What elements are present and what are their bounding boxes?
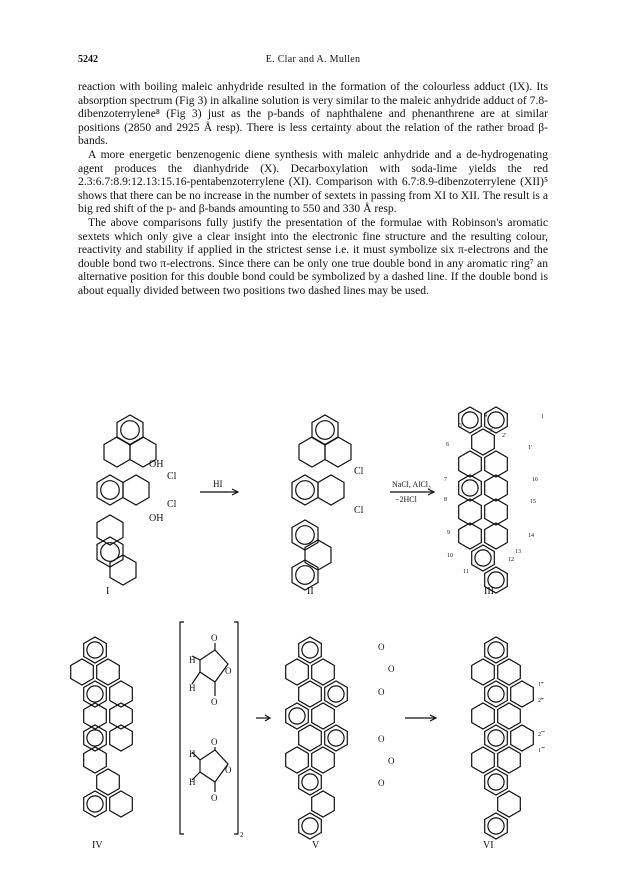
V-ring-11-hexagon: [312, 747, 335, 773]
III-ring-8-hexagon: [459, 499, 482, 525]
VI-ring-5-hexagon: [511, 681, 534, 707]
locant-16: 16: [532, 477, 538, 483]
v-o-6: O: [378, 778, 385, 788]
anhydride-ring-2: [200, 750, 228, 782]
v-o-5: O: [388, 756, 395, 766]
locant-9: 9: [447, 530, 450, 536]
VI-ring-1-sextet-circle: [488, 642, 504, 658]
II-ring-center-hexagon: [318, 475, 344, 505]
locant-4: 4: [484, 413, 487, 419]
II-ring-mid-sextet-circle: [296, 481, 315, 500]
VI-ring-6-hexagon: [472, 703, 495, 729]
III-ring-2-sextet-circle: [488, 412, 504, 428]
VI-ring-4-sextet-circle: [488, 686, 504, 702]
locant-2-prime: 2': [502, 433, 507, 439]
IV-ring-3-hexagon: [97, 659, 120, 685]
locant-14: 14: [528, 533, 534, 539]
II-ring-top-sextet-circle: [316, 421, 335, 440]
VI-ring-10-hexagon: [472, 747, 495, 773]
substituent-cl-2: Cl: [167, 499, 177, 510]
III-ring-7-hexagon: [485, 475, 508, 501]
IV-ring-8-sextet-circle: [87, 730, 103, 746]
V-ring-3-hexagon: [312, 659, 335, 685]
anhydride2-h1: H: [189, 749, 196, 759]
V-ring-7-hexagon: [312, 703, 335, 729]
reagent-minus-2hcl: −2HCl: [395, 495, 417, 504]
v-o-4: O: [378, 734, 385, 744]
V-ring-9-sextet-circle: [328, 730, 344, 746]
anhydride1-o-top: O: [211, 633, 218, 643]
III-ring-4-hexagon: [459, 451, 482, 477]
V-ring-10-hexagon: [286, 747, 309, 773]
locant-6: 6: [446, 442, 449, 448]
anhydride2-o-bottom: O: [211, 793, 218, 803]
V-ring-4-hexagon: [299, 681, 322, 707]
locant-13: 13: [515, 549, 521, 555]
III-ring-1-sextet-circle: [462, 412, 478, 428]
V-ring-13-hexagon: [312, 791, 335, 817]
III-ring-11-hexagon: [485, 523, 508, 549]
V-ring-6-sextet-circle: [289, 708, 305, 724]
I-ring-2-hexagon: [104, 437, 130, 467]
I-ring-center-hexagon: [123, 475, 149, 505]
IV-ring-11-hexagon: [97, 769, 120, 795]
anhydride1-o-ring: O: [225, 666, 232, 676]
v-o-3: O: [378, 687, 385, 697]
V-ring-14-sextet-circle: [302, 818, 318, 834]
substituent-oh-top: OH: [149, 459, 164, 470]
II-ring-low2-hexagon: [305, 540, 331, 570]
VI-ring-8-sextet-circle: [488, 730, 504, 746]
IV-ring-4-sextet-circle: [87, 686, 103, 702]
compound-label-VI: VI: [483, 840, 494, 851]
anhydride1-h2: H: [189, 683, 196, 693]
locant-11: 11: [463, 569, 469, 575]
running-head: E. Clar and A. Mullen: [265, 54, 361, 65]
compound-label-V: V: [312, 840, 320, 851]
v-o-2: O: [388, 664, 395, 674]
V-ring-5-sextet-circle: [328, 686, 344, 702]
substituent-cl-II-1: Cl: [354, 466, 364, 477]
locant-15: 15: [530, 499, 536, 505]
locant-10: 10: [447, 553, 453, 559]
anhydride-2-h-bond-2: [192, 772, 200, 780]
locant-3: 3: [459, 423, 462, 429]
locant-1: 1: [541, 414, 544, 420]
III-ring-9-hexagon: [485, 499, 508, 525]
II-ring-low-sextet-circle: [296, 526, 315, 545]
vi-locant-1-quad: 1⁗: [538, 748, 545, 754]
III-ring-6-sextet-circle: [462, 480, 478, 496]
right-bracket: [234, 622, 238, 834]
locant-12: 12: [508, 557, 514, 563]
V-ring-8-hexagon: [299, 725, 322, 751]
VI-ring-14-sextet-circle: [488, 818, 504, 834]
compound-label-II: II: [307, 586, 314, 597]
locant-7: 7: [444, 477, 447, 483]
paragraph-3: The above comparisons fully justify the presentation of the formulae with Robinson's aromatic sextets which only give a clear insight into the electronic fine structure and the resulting colour, reactivity and stability if applied in the strictest sense i.e. it must symbolize six π-electrons and the double bond two π-electrons. Since there can be only one true double bond in any aromatic ring⁷ an alternative position for this double bond could be symbolized by a dashed line. If the double bond is about equally divided between two positions two dashed lines may be used.: [78, 215, 548, 297]
VI-ring-9-hexagon: [511, 725, 534, 751]
anhydride-ring-1: [200, 650, 228, 682]
anhydride-1-h-bond-2: [192, 672, 200, 684]
anhydride1-o-bottom: O: [211, 697, 218, 707]
VI-ring-2-hexagon: [472, 659, 495, 685]
paragraph-2: A more energetic benzenogenic diene synthesis with maleic anhydride and a de-hydrogenating agent produces the dianhydride (X). Decarboxylation with soda-lime yields the red 2.3:6.7:8.9:12.13:15.16-pentabenzoterrylene (XI). Comparison with 6.7:8.9-dibenzoterrylene (XII)⁵ shows that there can be no increase in the number of sextets in passing from XI to XII. The result is a big red shift of the p- and β-bands amounting to 550 and 330 Å resp.: [78, 147, 548, 216]
bracket-subscript: 2: [240, 831, 244, 839]
reagent-hi: HI: [213, 479, 223, 489]
substituent-oh-bottom: OH: [149, 513, 164, 524]
structure-rings: [71, 407, 534, 839]
anhydride2-o-top: O: [211, 737, 218, 747]
paragraph-1: reaction with boiling maleic anhydride resulted in the formation of the colourless adduct (IX). Its absorption spectrum (Fig 3) in alkaline solution is very similar to the maleic anhydride adduct of 7.8-dibenzoterrylene⁸ (Fig 3) just as the p-bands of naphthalene and phenanthrene are at similar positions (2850 and 2925 Å resp). There is less certainty about the relation of the rather broad β-bands.: [78, 80, 548, 148]
IV-ring-13-hexagon: [110, 791, 133, 817]
VI-ring-11-hexagon: [498, 747, 521, 773]
III-ring-10-hexagon: [459, 523, 482, 549]
vi-locant-1-triple: 1‴: [538, 682, 544, 688]
reagent-nacl-alcl3: NaCl, AlCl₃: [392, 480, 431, 489]
VI-ring-12-sextet-circle: [488, 774, 504, 790]
compound-label-I: I: [106, 586, 110, 597]
V-ring-12-sextet-circle: [302, 774, 318, 790]
vi-locant-2-quad: 2⁗: [538, 732, 545, 738]
I-ring-low-hexagon: [97, 515, 123, 545]
VI-ring-13-hexagon: [498, 791, 521, 817]
III-ring-5-hexagon: [485, 451, 508, 477]
page-number: 5242: [78, 54, 98, 65]
VI-ring-3-hexagon: [498, 659, 521, 685]
II-ring-3-hexagon: [325, 437, 351, 467]
substituent-cl-II-2: Cl: [354, 505, 364, 516]
left-bracket: [180, 622, 184, 834]
IV-ring-12-sextet-circle: [87, 796, 103, 812]
locant-3-prime: 3': [489, 428, 494, 434]
II-ring-bottom-sextet-circle: [296, 566, 315, 585]
v-o-1: O: [378, 642, 385, 652]
IV-ring-1-sextet-circle: [87, 642, 103, 658]
I-ring-top-sextet-circle: [121, 421, 140, 440]
vi-locant-2-triple: 2‴: [538, 698, 544, 704]
locant-1-prime: 1': [528, 445, 533, 451]
II-ring-2-hexagon: [299, 437, 325, 467]
compound-label-IV: IV: [92, 840, 103, 851]
IV-ring-2-hexagon: [71, 659, 94, 685]
V-ring-2-hexagon: [286, 659, 309, 685]
locant-8: 8: [444, 497, 447, 503]
I-ring-mid-sextet-circle: [101, 481, 120, 500]
compound-label-III: III: [484, 586, 494, 597]
substituent-cl-1: Cl: [167, 471, 177, 482]
anhydride2-o-ring: O: [225, 765, 232, 775]
V-ring-1-sextet-circle: [302, 642, 318, 658]
anhydride2-h2: H: [189, 777, 196, 787]
anhydride1-h1: H: [189, 655, 196, 665]
VI-ring-7-hexagon: [498, 703, 521, 729]
III-ring-12-sextet-circle: [475, 550, 491, 566]
